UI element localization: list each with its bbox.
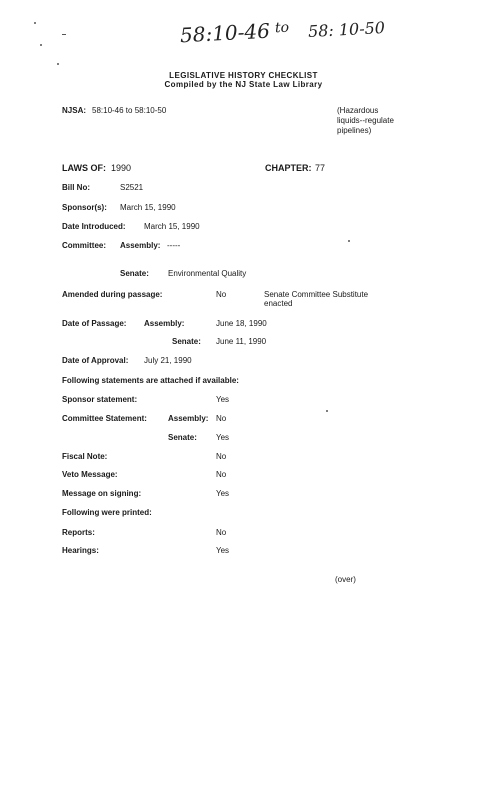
- amended-value: No: [216, 290, 227, 299]
- message-on-signing-value: Yes: [216, 489, 230, 498]
- committee-statement-label: Committee Statement:: [62, 414, 147, 423]
- amended-note-line2: enacted: [264, 299, 293, 308]
- amended-label: Amended during passage:: [62, 290, 163, 299]
- hearings-label: Hearings:: [62, 546, 99, 555]
- amended-note-line1: Senate Committee Substitute: [264, 290, 369, 299]
- committee-statement-senate-value: Yes: [216, 433, 230, 442]
- sponsors-label: Sponsor(s):: [62, 203, 107, 212]
- chapter-label: CHAPTER:: [265, 163, 312, 173]
- handwritten-to: to: [274, 19, 290, 37]
- fiscal-note-value: No: [216, 452, 227, 461]
- date-introduced-label: Date Introduced:: [62, 222, 126, 231]
- committee-statement-senate-label: Senate:: [168, 433, 197, 442]
- njsa-note-line1: (Hazardous: [337, 106, 379, 115]
- njsa-value: 58:10-46 to 58:10-50: [92, 106, 167, 115]
- date-introduced-value: March 15, 1990: [144, 222, 200, 231]
- scan-speck: [326, 410, 328, 412]
- njsa-note-line3: pipelines): [337, 126, 372, 135]
- fiscal-note-label: Fiscal Note:: [62, 452, 108, 461]
- passage-assembly-value: June 18, 1990: [216, 319, 267, 328]
- njsa-label: NJSA:: [62, 106, 87, 115]
- passage-senate-value: June 11, 1990: [216, 337, 267, 346]
- passage-assembly-label: Assembly:: [144, 319, 185, 328]
- scan-speck: [57, 63, 59, 65]
- handwritten-citation-end: 58: 10-50: [307, 17, 386, 42]
- reports-label: Reports:: [62, 528, 95, 537]
- veto-message-value: No: [216, 470, 227, 479]
- passage-senate-label: Senate:: [172, 337, 201, 346]
- veto-message-label: Veto Message:: [62, 470, 118, 479]
- njsa-note-line2: liquids--regulate: [337, 116, 394, 125]
- approval-label: Date of Approval:: [62, 356, 129, 365]
- over-note: (over): [335, 575, 356, 584]
- page-title: LEGISLATIVE HISTORY CHECKLIST: [169, 71, 318, 80]
- committee-statement-assembly-value: No: [216, 414, 227, 423]
- scan-speck: [348, 240, 350, 242]
- committee-assembly-value: -----: [167, 241, 181, 250]
- committee-label: Committee:: [62, 241, 107, 250]
- committee-assembly-label: Assembly:: [120, 241, 161, 250]
- bill-no-value: S2521: [120, 183, 144, 192]
- scan-speck: [40, 44, 42, 46]
- statements-heading: Following statements are attached if available:: [62, 376, 239, 385]
- bill-no-label: Bill No:: [62, 183, 90, 192]
- sponsor-statement-value: Yes: [216, 395, 230, 404]
- approval-value: July 21, 1990: [144, 356, 192, 365]
- scan-speck: [62, 34, 66, 35]
- page-subtitle: Compiled by the NJ State Law Library: [164, 80, 323, 89]
- laws-of-value: 1990: [111, 163, 132, 173]
- handwritten-citation-start: 58:10-46: [179, 18, 271, 48]
- hearings-value: Yes: [216, 546, 230, 555]
- printed-heading: Following were printed:: [62, 508, 152, 517]
- sponsors-value: March 15, 1990: [120, 203, 176, 212]
- passage-label: Date of Passage:: [62, 319, 127, 328]
- chapter-value: 77: [315, 163, 326, 173]
- laws-of-label: LAWS OF:: [62, 163, 106, 173]
- committee-statement-assembly-label: Assembly:: [168, 414, 209, 423]
- scan-speck: [34, 22, 36, 24]
- committee-senate-label: Senate:: [120, 269, 149, 278]
- message-on-signing-label: Message on signing:: [62, 489, 142, 498]
- committee-senate-value: Environmental Quality: [168, 269, 247, 278]
- reports-value: No: [216, 528, 227, 537]
- sponsor-statement-label: Sponsor statement:: [62, 395, 138, 404]
